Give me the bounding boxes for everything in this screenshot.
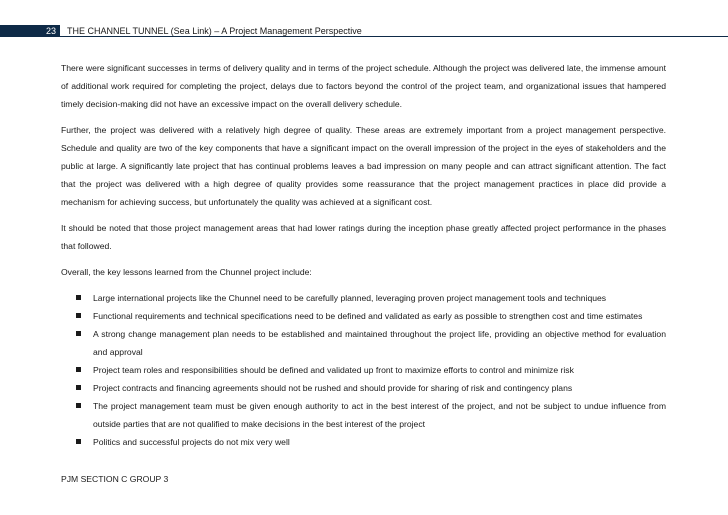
- list-item: [76, 289, 666, 307]
- page-body: [61, 59, 666, 451]
- lesson-text: Project team roles and responsibilities should be defined and validated up front to maximize efforts to control and minimize risk: [93, 365, 574, 375]
- paragraph-successes: There were significant successes in terms of delivery quality and in terms of the project schedule. Although the project was delivered late, the immense amount of additional work required for completing the project, delays due to factors beyond the control of the project team, and organizational issues that hampered timely decision-making did not have an excessive impact on the overall delivery schedule.: [61, 63, 666, 109]
- lesson-text: Large international projects like the Chunnel need to be carefully planned, leveraging proven project management tools and techniques: [93, 293, 607, 303]
- header-title: THE CHANNEL TUNNEL (Sea Link) – A Project Management Perspective: [67, 26, 362, 36]
- paragraph-lessons-intro: Overall, the key lessons learned from the Chunnel project include:: [61, 267, 312, 277]
- square-bullet-icon: [76, 295, 81, 300]
- square-bullet-icon: [76, 439, 81, 444]
- list-item: [76, 433, 666, 451]
- lesson-text: Functional requirements and technical specifications need to be defined and validated as early as possible to strengthen cost and time estimates: [93, 311, 643, 321]
- square-bullet-icon: [76, 367, 81, 372]
- square-bullet-icon: [76, 403, 81, 408]
- paragraph-quality: Further, the project was delivered with a relatively high degree of quality. These areas are extremely important from a project management perspective. Schedule and quality are two of the key components that have a significant impact on the overall impression of the project in the eyes of stakeholders and the public at large. A significantly late project that has continual problems leaves a bad impression on many people and can attract significant attention. The fact that the project was delivered with a high degree of quality provides some reassurance that the project management practices in place did provide a mechanism for achieving success, but unfortunately the quality was achieved at a significant cost.: [61, 125, 666, 207]
- list-item: [76, 307, 666, 325]
- lesson-text: A strong change management plan needs to be established and maintained throughout the project life, providing an objective method for evaluation and approval: [93, 329, 666, 357]
- list-item: [76, 397, 666, 433]
- list-item: [76, 379, 666, 397]
- list-item: [76, 361, 666, 379]
- lessons-list: [61, 289, 666, 451]
- lesson-text: Politics and successful projects do not mix very well: [93, 437, 290, 447]
- page-number: 23: [0, 25, 60, 37]
- page-footer: PJM SECTION C GROUP 3: [61, 474, 169, 484]
- square-bullet-icon: [76, 331, 81, 336]
- list-item: [76, 325, 666, 361]
- page-header: [0, 0, 728, 38]
- paragraph-inception: It should be noted that those project management areas that had lower ratings during the inception phase greatly affected project performance in the phases that followed.: [61, 223, 666, 251]
- square-bullet-icon: [76, 313, 81, 318]
- lesson-text: The project management team must be given enough authority to act in the best interest of the project, and not be subject to undue influence from outside parties that are not qualified to make decisions in the best interest of the project: [93, 401, 666, 429]
- square-bullet-icon: [76, 385, 81, 390]
- lesson-text: Project contracts and financing agreements should not be rushed and should provide for sharing of risk and contingency plans: [93, 383, 573, 393]
